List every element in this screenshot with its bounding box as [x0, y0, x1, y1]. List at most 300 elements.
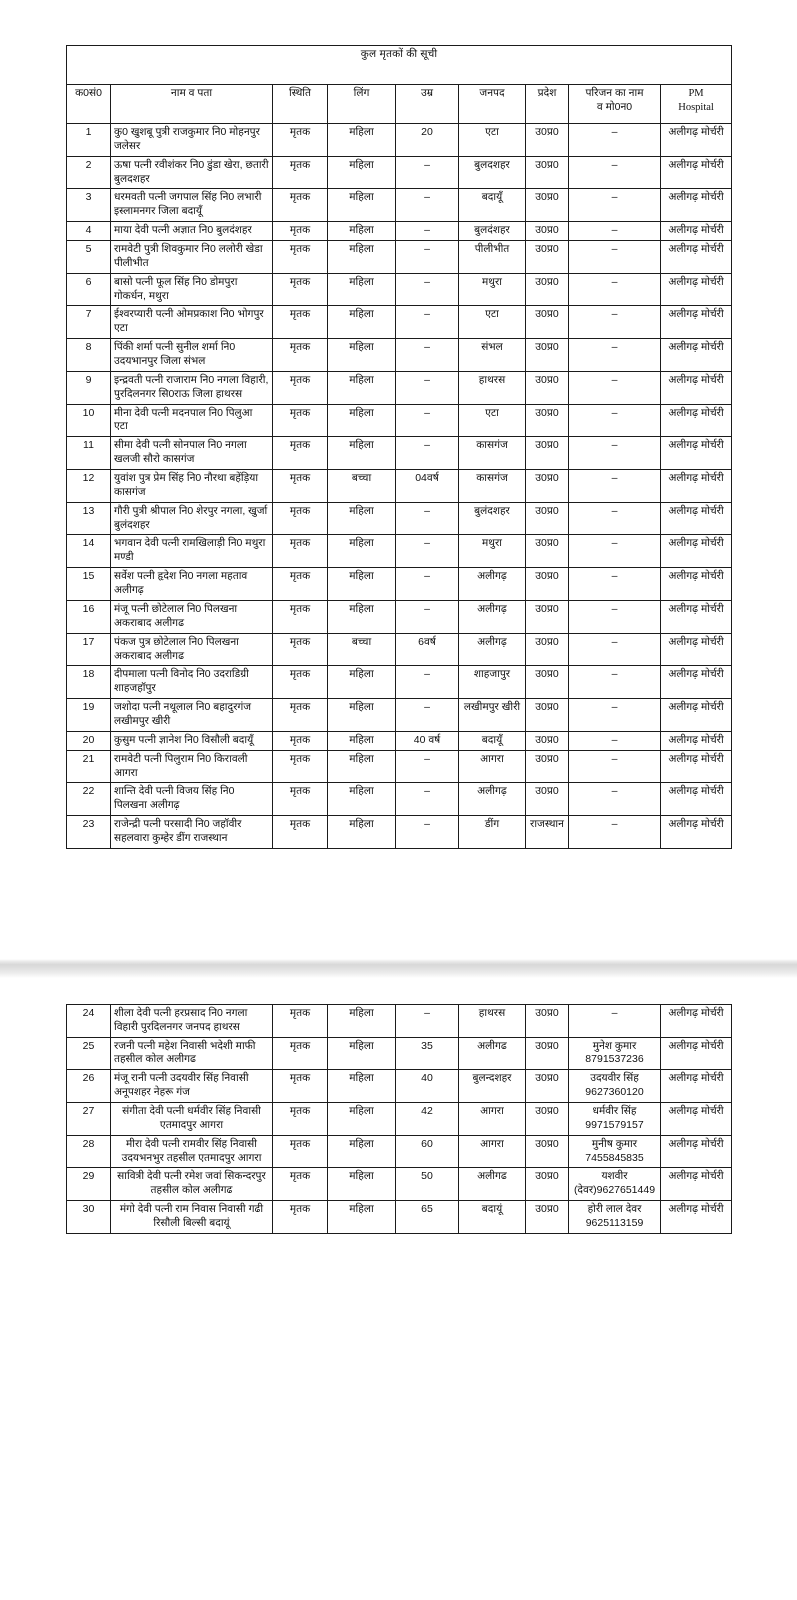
- cell-district: आगरा: [459, 1102, 526, 1135]
- cell-district: अलीगढ़: [459, 633, 526, 666]
- cell-kin-name-mobile: –: [569, 816, 661, 849]
- cell-state: उ0प्र0: [526, 666, 569, 699]
- table-row: [67, 241, 732, 274]
- cell-gender: महिला: [328, 306, 396, 339]
- table-row: [67, 1004, 732, 1037]
- cell-kin-name-mobile: –: [569, 750, 661, 783]
- cell-pm-hospital: अलीगढ़ मोर्चरी: [661, 633, 732, 666]
- cell-district: मथुरा: [459, 535, 526, 568]
- cell-age: –: [396, 306, 459, 339]
- cell-name-address: कु0 खुशबू पुत्री राजकुमार नि0 मोहनपुर जलेसर: [111, 124, 273, 157]
- cell-age: –: [396, 404, 459, 437]
- table-header: [67, 46, 732, 124]
- table-row: [67, 600, 732, 633]
- cell-district: बुलदंशहर: [459, 222, 526, 241]
- cell-gender: महिला: [328, 156, 396, 189]
- cell-name-address: गौरी पुत्री श्रीपाल नि0 शेरपुर नगला, खुर्जा बुलंदशहर: [111, 502, 273, 535]
- cell-name-address: शीला देवी पत्नी हरप्रसाद नि0 नगला विहारी पुरदिलनगर जनपद हाथरस: [111, 1004, 273, 1037]
- column-header-district: जनपद: [459, 85, 526, 124]
- cell-kin-name-mobile: –: [569, 1004, 661, 1037]
- cell-serial: 30: [67, 1201, 111, 1234]
- cell-age: –: [396, 750, 459, 783]
- cell-state: उ0प्र0: [526, 437, 569, 470]
- table-row: [67, 568, 732, 601]
- cell-district: पीलीभीत: [459, 241, 526, 274]
- cell-status: मृतक: [273, 404, 328, 437]
- cell-serial: 8: [67, 339, 111, 372]
- cell-pm-hospital: अलीगढ़ मोर्चरी: [661, 222, 732, 241]
- cell-pm-hospital: अलीगढ़ मोर्चरी: [661, 404, 732, 437]
- cell-gender: महिला: [328, 699, 396, 732]
- cell-district: आगरा: [459, 750, 526, 783]
- cell-kin-name-mobile: –: [569, 156, 661, 189]
- table-row: [67, 339, 732, 372]
- cell-gender: महिला: [328, 502, 396, 535]
- cell-gender: महिला: [328, 1168, 396, 1201]
- cell-district: बुलदशहर: [459, 156, 526, 189]
- cell-age: 6वर्ष: [396, 633, 459, 666]
- cell-state: उ0प्र0: [526, 568, 569, 601]
- cell-state: उ0प्र0: [526, 124, 569, 157]
- cell-state: उ0प्र0: [526, 189, 569, 222]
- cell-age: –: [396, 1004, 459, 1037]
- cell-age: 40 वर्ष: [396, 731, 459, 750]
- column-header-kin-line1: परिजन का नाम: [585, 87, 644, 99]
- cell-serial: 26: [67, 1070, 111, 1103]
- cell-district: एटा: [459, 124, 526, 157]
- page-title: कुल मृतकों की सूची: [67, 46, 732, 85]
- cell-gender: महिला: [328, 222, 396, 241]
- table-row: [67, 1201, 732, 1234]
- cell-serial: 2: [67, 156, 111, 189]
- cell-serial: 15: [67, 568, 111, 601]
- cell-status: मृतक: [273, 189, 328, 222]
- column-header-age: उम्र: [396, 85, 459, 124]
- cell-district: आगरा: [459, 1135, 526, 1168]
- cell-pm-hospital: अलीगढ़ मोर्चरी: [661, 783, 732, 816]
- cell-gender: महिला: [328, 1102, 396, 1135]
- cell-pm-hospital: अलीगढ़ मोर्चरी: [661, 189, 732, 222]
- column-header-kin: [569, 85, 661, 124]
- cell-pm-hospital: अलीगढ़ मोर्चरी: [661, 1070, 732, 1103]
- cell-status: मृतक: [273, 699, 328, 732]
- cell-status: मृतक: [273, 241, 328, 274]
- cell-state: उ0प्र0: [526, 783, 569, 816]
- cell-age: 60: [396, 1135, 459, 1168]
- cell-serial: 21: [67, 750, 111, 783]
- cell-state: उ0प्र0: [526, 241, 569, 274]
- cell-district: शाहजापुर: [459, 666, 526, 699]
- column-header-status: स्थिति: [273, 85, 328, 124]
- cell-state: उ0प्र0: [526, 1168, 569, 1201]
- cell-gender: महिला: [328, 568, 396, 601]
- table-row: [67, 124, 732, 157]
- table-row: [67, 783, 732, 816]
- cell-serial: 20: [67, 731, 111, 750]
- cell-status: मृतक: [273, 156, 328, 189]
- cell-age: –: [396, 156, 459, 189]
- cell-gender: महिला: [328, 241, 396, 274]
- table-row: [67, 633, 732, 666]
- column-header-serial: क0सं0: [67, 85, 111, 124]
- cell-pm-hospital: अलीगढ़ मोर्चरी: [661, 1102, 732, 1135]
- table-column-header-row: [67, 85, 732, 124]
- table-row: [67, 666, 732, 699]
- cell-pm-hospital: अलीगढ़ मोर्चरी: [661, 1135, 732, 1168]
- cell-gender: महिला: [328, 600, 396, 633]
- cell-district: अलीगढ: [459, 1168, 526, 1201]
- cell-kin-name-mobile: –: [569, 666, 661, 699]
- cell-status: मृतक: [273, 568, 328, 601]
- table-row: [67, 404, 732, 437]
- cell-gender: महिला: [328, 339, 396, 372]
- cell-status: मृतक: [273, 633, 328, 666]
- cell-serial: 23: [67, 816, 111, 849]
- cell-kin-name-mobile: –: [569, 306, 661, 339]
- cell-state: उ0प्र0: [526, 273, 569, 306]
- cell-kin-name-mobile: –: [569, 731, 661, 750]
- table-title-row: [67, 46, 732, 85]
- cell-kin-name-mobile: –: [569, 568, 661, 601]
- column-header-kin-line2: व मो0न0: [596, 100, 633, 113]
- table-row: [67, 306, 732, 339]
- cell-pm-hospital: अलीगढ़ मोर्चरी: [661, 1004, 732, 1037]
- cell-serial: 28: [67, 1135, 111, 1168]
- cell-status: मृतक: [273, 437, 328, 470]
- cell-kin-name-mobile: –: [569, 502, 661, 535]
- cell-district: बदायूँ: [459, 731, 526, 750]
- cell-status: मृतक: [273, 1037, 328, 1070]
- cell-state: उ0प्र0: [526, 156, 569, 189]
- cell-district: हाथरस: [459, 1004, 526, 1037]
- cell-district: बदायूँ: [459, 189, 526, 222]
- table-row: [67, 1070, 732, 1103]
- cell-name-address: शान्ति देवी पत्नी विजय सिंह नि0 पिलखना अलीगढ़: [111, 783, 273, 816]
- cell-age: 50: [396, 1168, 459, 1201]
- table-row: [67, 502, 732, 535]
- page-separator: [0, 959, 797, 978]
- page-1-sheet: [66, 45, 731, 849]
- cell-state: उ0प्र0: [526, 535, 569, 568]
- cell-age: –: [396, 816, 459, 849]
- cell-name-address: पंकज पुत्र छोटेलाल नि0 पिलखना अकराबाद अलीगढ: [111, 633, 273, 666]
- cell-kin-name-mobile: –: [569, 404, 661, 437]
- cell-age: –: [396, 568, 459, 601]
- cell-district: अलीगढ़: [459, 600, 526, 633]
- cell-state: राजस्थान: [526, 816, 569, 849]
- cell-status: मृतक: [273, 124, 328, 157]
- cell-pm-hospital: अलीगढ़ मोर्चरी: [661, 470, 732, 503]
- cell-status: मृतक: [273, 1135, 328, 1168]
- cell-age: –: [396, 600, 459, 633]
- cell-name-address: सावित्री देवी पत्नी रमेश जवां सिकन्दरपुर तहसील कोल अलीगढ: [111, 1168, 273, 1201]
- cell-serial: 12: [67, 470, 111, 503]
- cell-pm-hospital: अलीगढ़ मोर्चरी: [661, 750, 732, 783]
- cell-age: –: [396, 437, 459, 470]
- cell-kin-name-mobile: उदयवीर सिंह 9627360120: [569, 1070, 661, 1103]
- cell-district: अलीगढ: [459, 1037, 526, 1070]
- cell-status: मृतक: [273, 371, 328, 404]
- cell-status: मृतक: [273, 273, 328, 306]
- cell-age: –: [396, 189, 459, 222]
- cell-age: –: [396, 666, 459, 699]
- cell-serial: 29: [67, 1168, 111, 1201]
- page-2-sheet: [66, 1004, 731, 1234]
- table-row: [67, 273, 732, 306]
- cell-name-address: संगीता देवी पत्नी धर्मवीर सिंह निवासी एतमादपुर आगरा: [111, 1102, 273, 1135]
- cell-status: मृतक: [273, 502, 328, 535]
- deceased-list-table-page-1: [66, 45, 732, 849]
- cell-name-address: दीपमाला पत्नी विनोद नि0 उदराडिग्री शाहजहॉपुर: [111, 666, 273, 699]
- cell-age: –: [396, 783, 459, 816]
- cell-state: उ0प्र0: [526, 306, 569, 339]
- cell-name-address: रजनी पत्नी महेश निवासी भदेशी माफी तहसील कोल अलीगढ: [111, 1037, 273, 1070]
- cell-state: उ0प्र0: [526, 1102, 569, 1135]
- cell-name-address: मीना देवी पत्नी मदनपाल नि0 पिलुआ एटा: [111, 404, 273, 437]
- cell-serial: 18: [67, 666, 111, 699]
- cell-pm-hospital: अलीगढ़ मोर्चरी: [661, 1168, 732, 1201]
- cell-district: संभल: [459, 339, 526, 372]
- cell-age: –: [396, 535, 459, 568]
- cell-pm-hospital: अलीगढ़ मोर्चरी: [661, 1201, 732, 1234]
- cell-kin-name-mobile: –: [569, 633, 661, 666]
- cell-name-address: युवांश पुत्र प्रेम सिंह नि0 नौरथा बहेंड़िया कासगंज: [111, 470, 273, 503]
- cell-age: –: [396, 273, 459, 306]
- cell-serial: 19: [67, 699, 111, 732]
- cell-status: मृतक: [273, 470, 328, 503]
- table-row: [67, 699, 732, 732]
- cell-gender: महिला: [328, 273, 396, 306]
- cell-state: उ0प्र0: [526, 1201, 569, 1234]
- cell-kin-name-mobile: –: [569, 699, 661, 732]
- cell-district: एटा: [459, 404, 526, 437]
- cell-gender: महिला: [328, 816, 396, 849]
- cell-age: –: [396, 222, 459, 241]
- cell-kin-name-mobile: –: [569, 189, 661, 222]
- document-page-2: [0, 1004, 797, 1234]
- cell-name-address: रामवेटी पुत्री शिवकुमार नि0 ललोरी खेडा पीलीभीत: [111, 241, 273, 274]
- cell-age: –: [396, 371, 459, 404]
- table-body-page-1: [67, 124, 732, 849]
- cell-pm-hospital: अलीगढ़ मोर्चरी: [661, 273, 732, 306]
- cell-kin-name-mobile: मुनेश कुमार 8791537236: [569, 1037, 661, 1070]
- cell-kin-name-mobile: –: [569, 124, 661, 157]
- cell-status: मृतक: [273, 783, 328, 816]
- cell-kin-name-mobile: –: [569, 273, 661, 306]
- cell-name-address: ऊषा पत्नी रवीशंकर नि0 डुंडा खेरा, छतारी बुलदशहर: [111, 156, 273, 189]
- cell-status: मृतक: [273, 535, 328, 568]
- cell-serial: 9: [67, 371, 111, 404]
- cell-pm-hospital: अलीगढ़ मोर्चरी: [661, 535, 732, 568]
- cell-gender: महिला: [328, 1135, 396, 1168]
- table-row: [67, 222, 732, 241]
- cell-gender: महिला: [328, 437, 396, 470]
- cell-district: अलीगढ़: [459, 568, 526, 601]
- cell-gender: महिला: [328, 535, 396, 568]
- cell-age: 40: [396, 1070, 459, 1103]
- cell-name-address: भगवान देवी पत्नी रामखिलाड़ी नि0 मथुरा मण्डी: [111, 535, 273, 568]
- cell-age: 42: [396, 1102, 459, 1135]
- column-header-state: प्रदेश: [526, 85, 569, 124]
- cell-name-address: इन्द्रवती पत्नी राजाराम नि0 नगला विहारी, पुरदिलनगर सि0राऊ जिला हाथरस: [111, 371, 273, 404]
- cell-status: मृतक: [273, 1168, 328, 1201]
- cell-pm-hospital: अलीगढ़ मोर्चरी: [661, 699, 732, 732]
- cell-kin-name-mobile: –: [569, 783, 661, 816]
- cell-district: हाथरस: [459, 371, 526, 404]
- table-row: [67, 750, 732, 783]
- cell-kin-name-mobile: –: [569, 222, 661, 241]
- cell-gender: महिला: [328, 189, 396, 222]
- table-row: [67, 1037, 732, 1070]
- cell-age: –: [396, 502, 459, 535]
- cell-gender: महिला: [328, 1201, 396, 1234]
- cell-status: मृतक: [273, 600, 328, 633]
- cell-gender: महिला: [328, 124, 396, 157]
- cell-status: मृतक: [273, 731, 328, 750]
- cell-pm-hospital: अलीगढ़ मोर्चरी: [661, 666, 732, 699]
- cell-district: कासगंज: [459, 470, 526, 503]
- cell-state: उ0प्र0: [526, 339, 569, 372]
- cell-status: मृतक: [273, 816, 328, 849]
- cell-age: 35: [396, 1037, 459, 1070]
- cell-state: उ0प्र0: [526, 750, 569, 783]
- cell-status: मृतक: [273, 666, 328, 699]
- cell-kin-name-mobile: मुनीष कुमार 7455845835: [569, 1135, 661, 1168]
- cell-gender: महिला: [328, 731, 396, 750]
- cell-state: उ0प्र0: [526, 1004, 569, 1037]
- cell-serial: 3: [67, 189, 111, 222]
- cell-pm-hospital: अलीगढ़ मोर्चरी: [661, 568, 732, 601]
- table-row: [67, 1135, 732, 1168]
- cell-status: मृतक: [273, 1102, 328, 1135]
- cell-pm-hospital: अलीगढ़ मोर्चरी: [661, 124, 732, 157]
- cell-serial: 10: [67, 404, 111, 437]
- cell-state: उ0प्र0: [526, 222, 569, 241]
- cell-state: उ0प्र0: [526, 633, 569, 666]
- cell-name-address: मीरा देवी पत्नी रामवीर सिंह निवासी उदयभनभुर तहसील एतमादपुर आगरा: [111, 1135, 273, 1168]
- deceased-list-table-page-2: [66, 1004, 732, 1234]
- cell-name-address: कुसुम पत्नी ज्ञानेश नि0 विसौली बदायूँ: [111, 731, 273, 750]
- cell-status: मृतक: [273, 306, 328, 339]
- cell-status: मृतक: [273, 339, 328, 372]
- cell-gender: बच्चा: [328, 633, 396, 666]
- cell-name-address: मंजू रानी पत्नी उदयवीर सिंह निवासी अनूपशहर नेहरू गंज: [111, 1070, 273, 1103]
- cell-state: उ0प्र0: [526, 404, 569, 437]
- cell-district: अलीगढ़: [459, 783, 526, 816]
- cell-district: लखीमपुर खीरी: [459, 699, 526, 732]
- cell-serial: 25: [67, 1037, 111, 1070]
- cell-age: –: [396, 339, 459, 372]
- cell-serial: 17: [67, 633, 111, 666]
- table-row: [67, 1102, 732, 1135]
- cell-status: मृतक: [273, 1201, 328, 1234]
- cell-kin-name-mobile: –: [569, 470, 661, 503]
- table-row: [67, 731, 732, 750]
- cell-state: उ0प्र0: [526, 1070, 569, 1103]
- table-row: [67, 816, 732, 849]
- cell-serial: 7: [67, 306, 111, 339]
- cell-gender: महिला: [328, 750, 396, 783]
- cell-pm-hospital: अलीगढ़ मोर्चरी: [661, 731, 732, 750]
- cell-serial: 6: [67, 273, 111, 306]
- table-row: [67, 371, 732, 404]
- cell-serial: 22: [67, 783, 111, 816]
- cell-kin-name-mobile: –: [569, 371, 661, 404]
- cell-gender: महिला: [328, 783, 396, 816]
- cell-pm-hospital: अलीगढ़ मोर्चरी: [661, 1037, 732, 1070]
- cell-gender: महिला: [328, 371, 396, 404]
- cell-name-address: रामवेटी पत्नी पिलुराम नि0 किरावली आगरा: [111, 750, 273, 783]
- cell-age: –: [396, 699, 459, 732]
- cell-district: बदायूं: [459, 1201, 526, 1234]
- table-row: [67, 189, 732, 222]
- cell-state: उ0प्र0: [526, 600, 569, 633]
- cell-pm-hospital: अलीगढ़ मोर्चरी: [661, 600, 732, 633]
- cell-kin-name-mobile: –: [569, 339, 661, 372]
- cell-kin-name-mobile: यशवीर (देवर)9627651449: [569, 1168, 661, 1201]
- cell-name-address: राजेन्द्री पत्नी परसादी नि0 जहॉवीर सहलवारा कुम्हेर डींग राजस्थान: [111, 816, 273, 849]
- cell-name-address: सीमा देवी पत्नी सोनपाल नि0 नगला खलजी सौरो कासगंज: [111, 437, 273, 470]
- cell-name-address: ईश्वरप्यारी पत्नी ओमप्रकाश नि0 भोगपुर एटा: [111, 306, 273, 339]
- cell-state: उ0प्र0: [526, 371, 569, 404]
- cell-serial: 13: [67, 502, 111, 535]
- cell-district: कासगंज: [459, 437, 526, 470]
- cell-status: मृतक: [273, 1070, 328, 1103]
- column-header-gender: लिंग: [328, 85, 396, 124]
- cell-district: बुलंदशहर: [459, 502, 526, 535]
- cell-state: उ0प्र0: [526, 699, 569, 732]
- cell-pm-hospital: अलीगढ़ मोर्चरी: [661, 306, 732, 339]
- cell-district: एटा: [459, 306, 526, 339]
- cell-serial: 11: [67, 437, 111, 470]
- cell-district: बुलन्दशहर: [459, 1070, 526, 1103]
- cell-state: उ0प्र0: [526, 470, 569, 503]
- cell-age: 65: [396, 1201, 459, 1234]
- cell-gender: महिला: [328, 1070, 396, 1103]
- cell-gender: महिला: [328, 1037, 396, 1070]
- cell-kin-name-mobile: होरी लाल देवर 9625113159: [569, 1201, 661, 1234]
- cell-name-address: बासो पत्नी फूल सिंह नि0 डोमपुरा गोकर्धन, मथुरा: [111, 273, 273, 306]
- cell-gender: बच्चा: [328, 470, 396, 503]
- cell-kin-name-mobile: –: [569, 437, 661, 470]
- cell-serial: 27: [67, 1102, 111, 1135]
- cell-name-address: सर्वेश पत्नी हृदेश नि0 नगला महताव अलीगढ़: [111, 568, 273, 601]
- cell-district: डींग: [459, 816, 526, 849]
- column-header-name-address: नाम व पता: [111, 85, 273, 124]
- cell-gender: महिला: [328, 666, 396, 699]
- cell-name-address: पिंकी शर्मा पत्नी सुनील शर्मा नि0 उदयभानपुर जिला संभल: [111, 339, 273, 372]
- cell-age: 20: [396, 124, 459, 157]
- cell-gender: महिला: [328, 1004, 396, 1037]
- cell-pm-hospital: अलीगढ़ मोर्चरी: [661, 502, 732, 535]
- cell-state: उ0प्र0: [526, 1135, 569, 1168]
- cell-state: उ0प्र0: [526, 1037, 569, 1070]
- cell-name-address: मंगो देवी पत्नी राम निवास निवासी गढी रिसौली बिल्सी बदायूं: [111, 1201, 273, 1234]
- cell-kin-name-mobile: –: [569, 241, 661, 274]
- cell-serial: 16: [67, 600, 111, 633]
- cell-name-address: मंजू पत्नी छोटेलाल नि0 पिलखना अकराबाद अलीगढ: [111, 600, 273, 633]
- cell-pm-hospital: अलीगढ़ मोर्चरी: [661, 816, 732, 849]
- cell-status: मृतक: [273, 750, 328, 783]
- cell-kin-name-mobile: –: [569, 600, 661, 633]
- cell-district: मथुरा: [459, 273, 526, 306]
- table-row: [67, 470, 732, 503]
- cell-pm-hospital: अलीगढ़ मोर्चरी: [661, 371, 732, 404]
- table-row: [67, 1168, 732, 1201]
- cell-state: उ0प्र0: [526, 502, 569, 535]
- column-header-pm-line2: Hospital: [678, 101, 714, 113]
- cell-status: मृतक: [273, 1004, 328, 1037]
